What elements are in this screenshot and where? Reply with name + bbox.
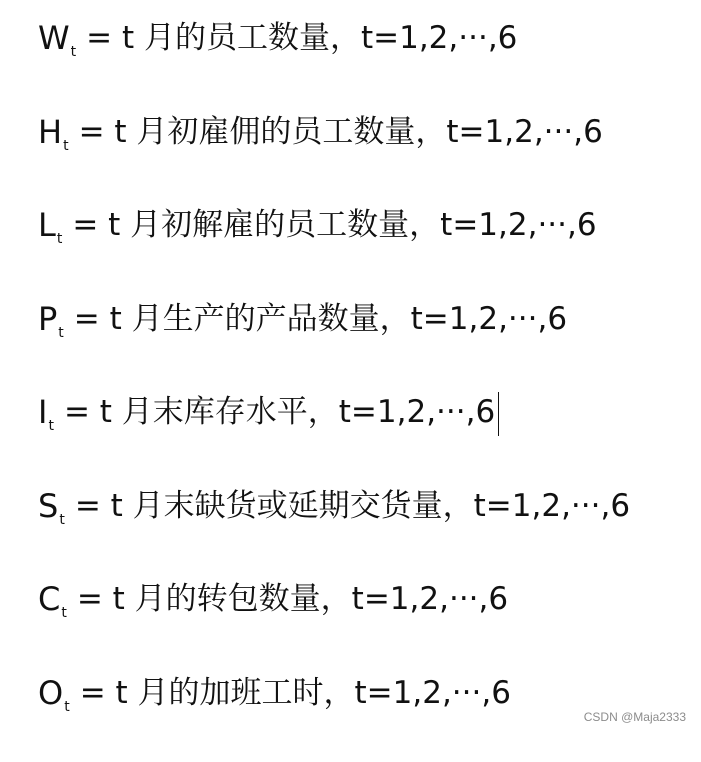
- definition-line-w: [38, 14, 688, 108]
- definition-text: = t 月的加班工时，t=1,2,···,6: [80, 669, 511, 717]
- variable-subscript: t: [61, 589, 67, 637]
- variable-subscript: t: [58, 309, 64, 357]
- definition-line-h: [38, 108, 688, 202]
- definition-line-p: [38, 295, 688, 389]
- definition-line-i: [38, 388, 688, 482]
- definition-line-c: [38, 575, 688, 669]
- variable-subscript: t: [57, 215, 63, 263]
- variable-symbol: P: [38, 295, 57, 343]
- definition-line-s: [38, 482, 688, 576]
- definition-text: = t 月生产的产品数量，t=1,2,···,6: [74, 295, 567, 343]
- variable-subscript: t: [59, 496, 65, 544]
- variable-o: [38, 669, 70, 724]
- variable-symbol: L: [38, 201, 56, 249]
- variable-symbol: H: [38, 108, 62, 156]
- watermark: CSDN @Maja2333: [584, 710, 686, 724]
- variable-s: [38, 482, 65, 537]
- definition-line-l: [38, 201, 688, 295]
- variable-symbol: C: [38, 575, 60, 623]
- variable-subscript: t: [64, 683, 70, 731]
- variable-subscript: t: [63, 122, 69, 170]
- variable-subscript: t: [71, 28, 77, 76]
- definition-text: = t 月的员工数量，t=1,2,···,6: [86, 14, 517, 62]
- variable-w: [38, 14, 76, 69]
- definition-text: = t 月的转包数量，t=1,2,···,6: [77, 575, 508, 623]
- variable-i: [38, 388, 54, 443]
- definition-list: [38, 14, 688, 762]
- variable-symbol: I: [38, 388, 47, 436]
- variable-c: [38, 575, 67, 630]
- definition-text: = t 月末库存水平，t=1,2,···,6: [64, 388, 495, 436]
- definition-text: = t 月初解雇的员工数量，t=1,2,···,6: [72, 201, 596, 249]
- definition-text: = t 月末缺货或延期交货量，t=1,2,···,6: [75, 482, 630, 530]
- variable-symbol: S: [38, 482, 58, 530]
- definition-text: = t 月初雇佣的员工数量，t=1,2,···,6: [79, 108, 603, 156]
- variable-symbol: O: [38, 669, 63, 717]
- variable-p: [38, 295, 64, 350]
- variable-h: [38, 108, 69, 163]
- variable-subscript: t: [48, 402, 54, 450]
- variable-symbol: W: [38, 14, 70, 62]
- variable-l: [38, 201, 62, 256]
- text-cursor[interactable]: [498, 392, 499, 436]
